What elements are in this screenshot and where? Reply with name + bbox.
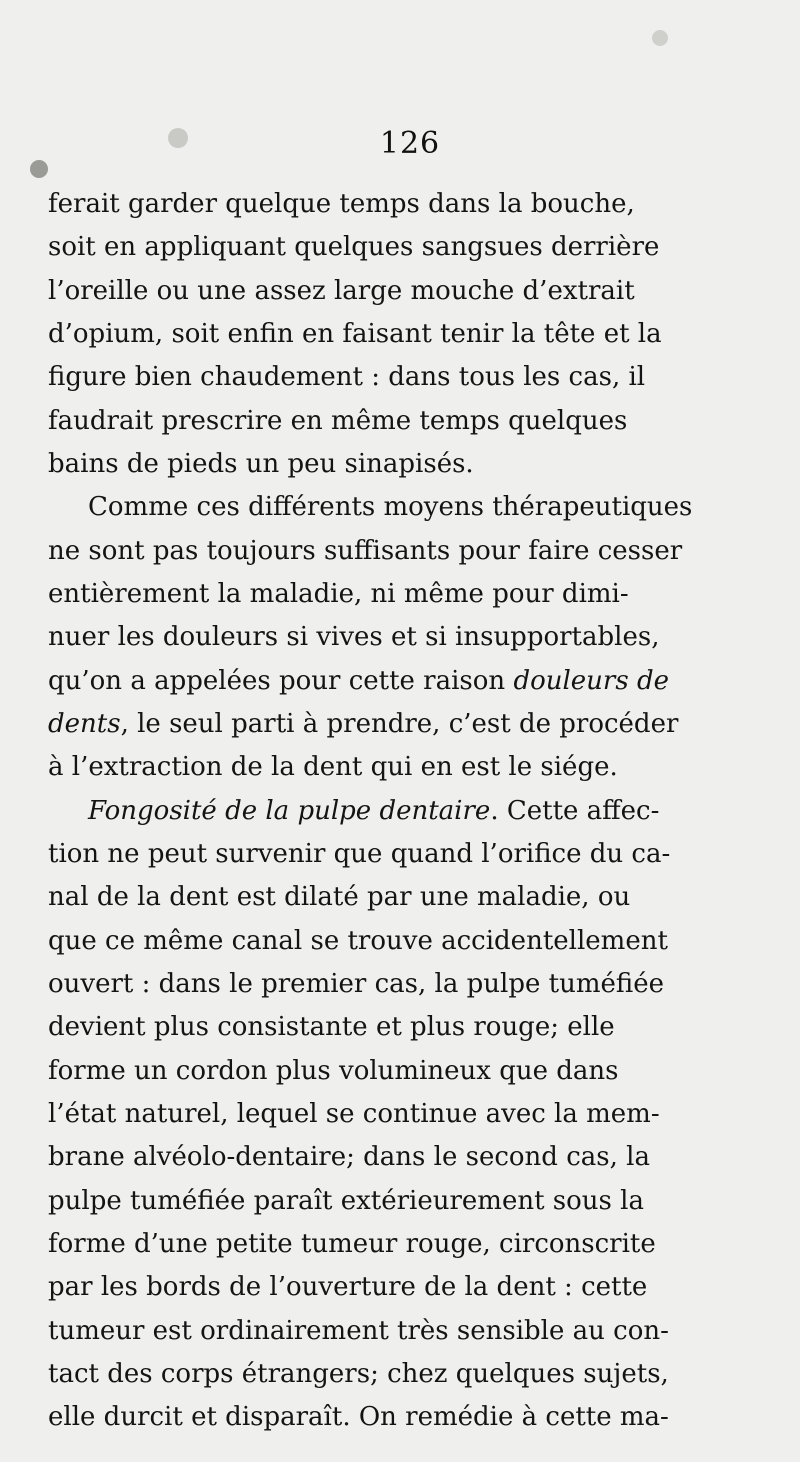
italic-term: douleurs de bbox=[513, 665, 669, 696]
text-line: entièrement la maladie, ni même pour dimi- bbox=[48, 578, 629, 609]
text-line: ferait garder quelque temps dans la bouche, bbox=[48, 189, 635, 219]
text-line: d’opium, soit enfin en faisant tenir la tête et la bbox=[48, 318, 662, 349]
text-line: forme un cordon plus volumineux que dans bbox=[48, 1055, 619, 1086]
text-line: par les bords de l’ouverture de la dent : cette bbox=[48, 1272, 648, 1303]
text-line: l’oreille ou une assez large mouche d’extrait bbox=[48, 275, 635, 306]
ink-speck bbox=[652, 30, 668, 46]
text-segment: . Cette affec- bbox=[490, 795, 660, 826]
text-line bbox=[48, 703, 742, 746]
text-line: brane alvéolo-dentaire; dans le second cas, la bbox=[48, 1142, 650, 1173]
ink-speck bbox=[30, 160, 48, 178]
text-line: elle durcit et disparaît. On remédie à cette ma- bbox=[48, 1402, 669, 1433]
section-heading-italic: Fongosité de la pulpe dentaire bbox=[88, 795, 491, 826]
text-line: soit en appliquant quelques sangsues derrière bbox=[48, 232, 660, 263]
text-line: à l’extraction de la dent qui en est le siége. bbox=[48, 752, 618, 783]
page-number: 126 bbox=[379, 126, 441, 161]
italic-term: dents bbox=[48, 708, 121, 739]
text-line: l’état naturel, lequel se continue avec la mem- bbox=[48, 1098, 660, 1129]
text-line: que ce même canal se trouve accidentellement bbox=[48, 925, 668, 956]
text-line: devient plus consistante et plus rouge; elle bbox=[48, 1012, 615, 1043]
paragraph-start-line: Comme ces différents moyens thérapeutiques bbox=[88, 492, 693, 523]
text-line: figure bien chaudement : dans tous les cas, il bbox=[48, 362, 646, 393]
text-line: ne sont pas toujours suffisants pour faire cesser bbox=[48, 535, 683, 566]
text-segment: qu’on a appelées pour cette raison bbox=[48, 665, 514, 696]
text-line: pulpe tuméfiée paraît extérieurement sous la bbox=[48, 1185, 644, 1216]
text-line: tact des corps étrangers; chez quelques sujets, bbox=[48, 1358, 669, 1389]
paragraph-start-line bbox=[48, 790, 742, 833]
text-line: forme d’une petite tumeur rouge, circonscrite bbox=[48, 1228, 656, 1259]
text-line: tumeur est ordinairement très sensible au con- bbox=[48, 1315, 669, 1346]
text-segment: , le seul parti à prendre, c’est de procéder bbox=[120, 708, 679, 739]
text-line: faudrait prescrire en même temps quelques bbox=[48, 405, 628, 436]
text-line: ouvert : dans le premier cas, la pulpe tuméfiée bbox=[48, 968, 664, 999]
text-line: tion ne peut survenir que quand l’orifice du ca- bbox=[48, 838, 671, 869]
text-line bbox=[48, 660, 742, 703]
text-line: nuer les douleurs si vives et si insupportables, bbox=[48, 622, 660, 653]
body-text bbox=[48, 183, 742, 1440]
text-line: nal de la dent est dilaté par une maladie, ou bbox=[48, 882, 631, 913]
text-line: bains de pieds un peu sinapisés. bbox=[48, 448, 474, 479]
